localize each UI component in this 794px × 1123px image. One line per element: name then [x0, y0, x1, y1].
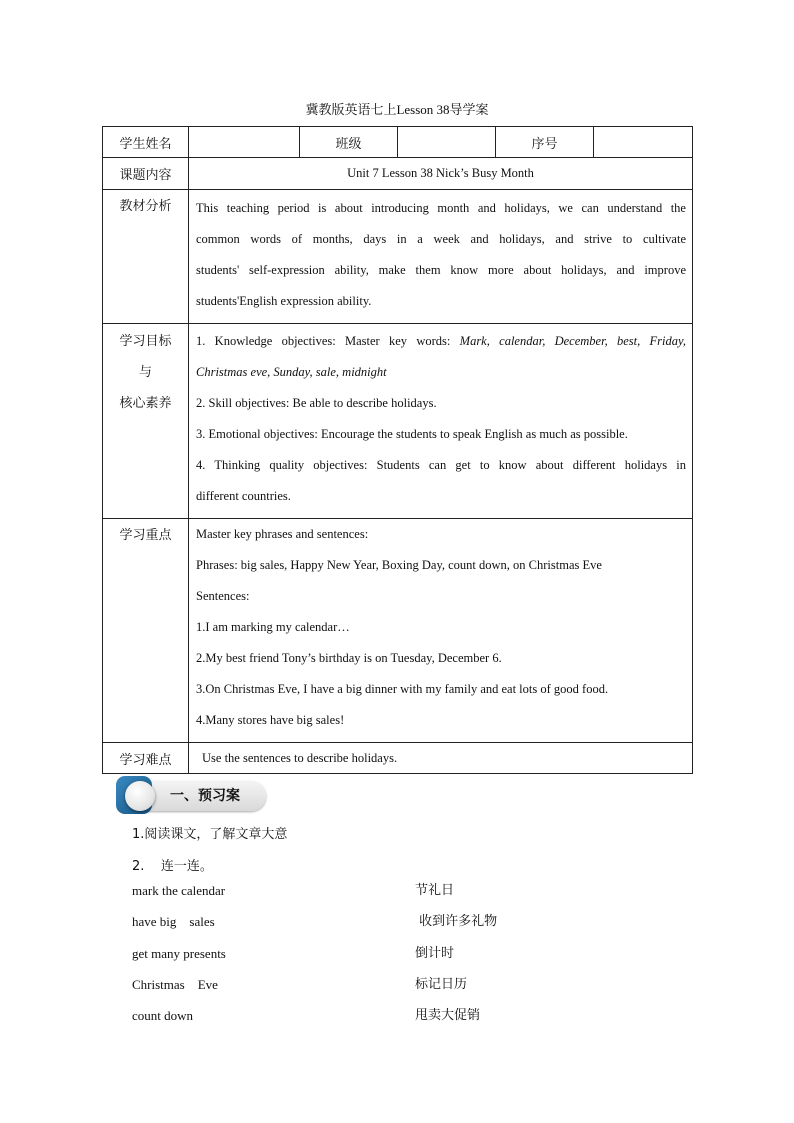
goals-row — [103, 324, 693, 519]
student-name-field[interactable] — [189, 127, 300, 158]
question-1: 1.阅读课文，了解文章大意 — [132, 827, 288, 842]
analysis-row — [103, 190, 693, 324]
goals-label-line: 核心素养 — [119, 396, 172, 411]
goal-knowledge-words: Mark, calendar, December, best, Friday, — [459, 334, 686, 348]
key-points-label — [103, 519, 189, 743]
heading-circle-icon — [125, 781, 155, 811]
student-name-label: 学生姓名 — [103, 127, 189, 158]
match-left-item: have big sales — [132, 914, 215, 929]
topic-label: 课题内容 — [103, 158, 189, 190]
seq-field[interactable] — [594, 127, 693, 158]
goal-emotional: 3. Emotional objectives: Encourage the students to speak English as much as possible. — [196, 427, 628, 441]
lesson-plan-table — [102, 126, 693, 774]
difficult-points-row — [103, 743, 693, 774]
key-line: 1.I am marking my calendar… — [196, 620, 350, 634]
key-line: 3.On Christmas Eve, I have a big dinner with my family and eat lots of good food. — [196, 682, 609, 696]
goals-label-line: 学习目标 — [119, 334, 172, 349]
match-right-item: 标记日历 — [415, 977, 468, 992]
student-info-row — [103, 127, 693, 158]
difficult-points-value: Use the sentences to describe holidays. — [189, 743, 693, 774]
match-left-item: Christmas Eve — [132, 977, 218, 992]
goal-knowledge — [196, 326, 686, 357]
key-line: Master key phrases and sentences: — [196, 527, 369, 541]
goals-label — [103, 324, 189, 519]
key-line: 2.My best friend Tony’s birthday is on Tuesday, December 6. — [196, 651, 502, 665]
goal-thinking-cont: different countries. — [196, 489, 291, 503]
seq-label: 序号 — [496, 127, 594, 158]
difficult-points-label: 学习难点 — [103, 743, 189, 774]
match-right-item: 节礼日 — [415, 883, 455, 898]
goal-knowledge-prefix: 1. Knowledge objectives: Master key words: — [196, 334, 460, 348]
topic-row — [103, 158, 693, 190]
analysis-line: students' self-expression ability, make them know more about holidays, and improve — [196, 263, 686, 277]
analysis-line: students'English expression ability. — [196, 294, 372, 308]
analysis-label-text: 教材分析 — [119, 199, 172, 214]
preview-section-heading — [116, 776, 268, 816]
match-right-item: 收到许多礼物 — [415, 914, 498, 929]
analysis-text — [189, 190, 693, 324]
key-line: 4.Many stores have big sales! — [196, 713, 345, 727]
goal-skill: 2. Skill objectives: Be able to describe holidays. — [196, 396, 437, 410]
preview-heading-text: 一、预习案 — [170, 788, 240, 804]
match-left-item: get many presents — [132, 946, 226, 961]
document-title: 冀教版英语七上Lesson 38导学案 — [305, 102, 489, 117]
match-right-item: 倒计时 — [415, 946, 455, 961]
goal-knowledge-words-cont: Christmas eve, Sunday, sale, midnight — [196, 365, 387, 379]
key-points-text — [189, 519, 693, 743]
goals-text — [189, 324, 693, 519]
topic-value: Unit 7 Lesson 38 Nick’s Busy Month — [189, 158, 693, 190]
analysis-line: common words of months, days in a week and holidays, and strive to cultivate — [196, 232, 686, 246]
match-left-item: mark the calendar — [132, 883, 226, 898]
analysis-line: This teaching period is about introducing month and holidays, we can understand the — [196, 201, 686, 215]
key-line: Sentences: — [196, 589, 250, 603]
match-left-item: count down — [132, 1008, 194, 1023]
key-line: Phrases: big sales, Happy New Year, Boxing Day, count down, on Christmas Eve — [196, 558, 602, 572]
class-field[interactable] — [398, 127, 496, 158]
analysis-label — [103, 190, 189, 324]
key-points-row — [103, 519, 693, 743]
key-points-label-text: 学习重点 — [119, 528, 172, 543]
match-right-item: 甩卖大促销 — [415, 1008, 481, 1023]
goals-label-line: 与 — [138, 365, 152, 380]
class-label: 班级 — [300, 127, 398, 158]
question-2: 2. 连一连。 — [132, 859, 213, 874]
goal-thinking: 4. Thinking quality objectives: Students can get to know about different holidays in — [196, 458, 686, 472]
